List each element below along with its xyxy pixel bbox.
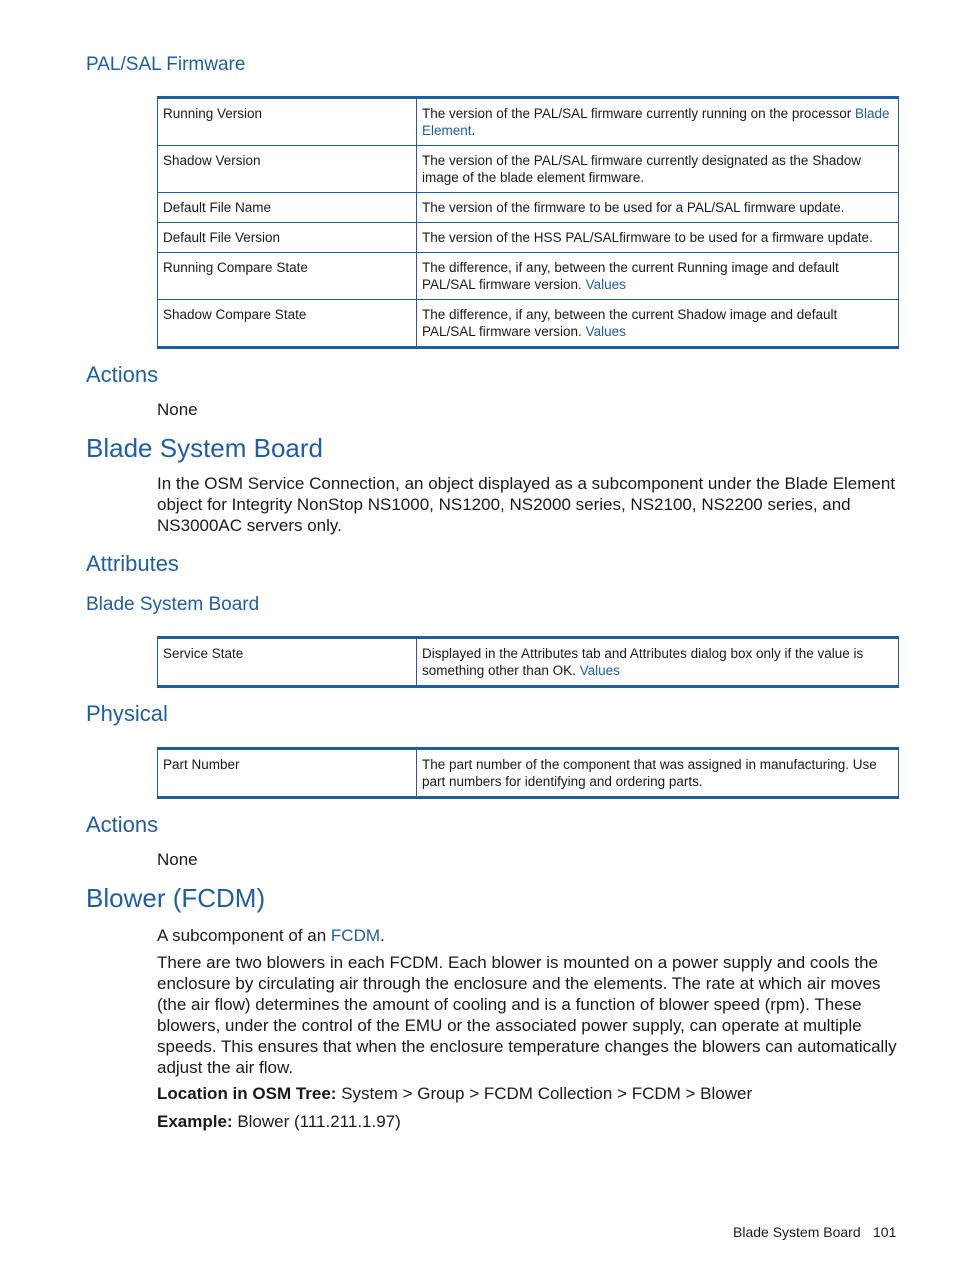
actions-none-text: None	[157, 850, 198, 869]
attr-name: Running Compare State	[158, 253, 417, 300]
blade-element-link[interactable]: Blade Element	[422, 106, 890, 138]
example-value: Blower (111.211.1.97)	[232, 1112, 401, 1131]
table-row	[158, 749, 899, 798]
example-label: Example:	[157, 1112, 233, 1131]
fcdm-link[interactable]: FCDM	[330, 926, 381, 945]
footer-section-title: Blade System Board	[733, 1224, 861, 1240]
example-line	[157, 1111, 401, 1132]
blade-system-board-intro: In the OSM Service Connection, an object displayed as a subcomponent under the Blade Element object for Integrity NonStop NS1000, NS1200, NS2000 series, NS2100, NS2200 series, and NS3000AC servers only.	[157, 474, 896, 535]
location-label: Location in OSM Tree:	[157, 1084, 337, 1103]
physical-heading: Physical	[86, 701, 168, 726]
table-row	[158, 193, 899, 223]
actions-heading: Actions	[86, 362, 159, 387]
blade-system-board-table	[157, 636, 899, 688]
blade-system-board-subheading: Blade System Board	[86, 594, 260, 615]
pal-sal-heading: PAL/SAL Firmware	[86, 54, 246, 75]
blower-description: There are two blowers in each FCDM. Each blower is mounted on a power supply and cools the enclosure by circulating air through the enclosure and the elements. The rate at which air moves (the air flow) determines the amount of cooling and is a function of blower speed (rpm). These blowers, under the control of the EMU or the associated power supply, can operate at multiple speeds. This ensures that when the enclosure temperature changes the blowers can automatically adjust the air flow.	[157, 953, 897, 1077]
attr-name: Shadow Compare State	[158, 300, 417, 348]
attr-desc: The version of the HSS PAL/SALfirmware to be used for a firmware update.	[417, 223, 899, 253]
attr-desc: Displayed in the Attributes tab and Attributes dialog box only if the value is something other than OK. Values	[417, 638, 899, 687]
table-row	[158, 300, 899, 348]
table-row	[158, 638, 899, 687]
footer-page-number: 101	[873, 1224, 897, 1240]
location-value: System > Group > FCDM Collection > FCDM > Blower	[336, 1084, 753, 1103]
blade-system-board-title: Blade System Board	[86, 433, 324, 463]
values-link[interactable]: Values	[585, 324, 626, 339]
values-link[interactable]: Values	[579, 663, 620, 678]
physical-table	[157, 747, 899, 799]
attr-name: Running Version	[158, 98, 417, 146]
table-row	[158, 223, 899, 253]
location-in-tree	[157, 1083, 752, 1104]
table-row	[158, 253, 899, 300]
attr-name: Default File Name	[158, 193, 417, 223]
attr-desc: The difference, if any, between the current Shadow image and default PAL/SAL firmware version. Values	[417, 300, 899, 348]
attr-name: Part Number	[158, 749, 417, 798]
attr-desc: The part number of the component that was assigned in manufacturing. Use part numbers for identifying and ordering parts.	[417, 749, 899, 798]
values-link[interactable]: Values	[585, 277, 626, 292]
blower-subcomponent-text: A subcomponent of an FCDM.	[157, 926, 385, 945]
attr-desc: The version of the PAL/SAL firmware currently running on the processor Blade Element.	[417, 98, 899, 146]
attributes-heading: Attributes	[86, 551, 179, 576]
pal-sal-table	[157, 96, 899, 349]
blower-fcdm-title: Blower (FCDM)	[86, 883, 266, 913]
attr-name: Default File Version	[158, 223, 417, 253]
attr-name: Service State	[158, 638, 417, 687]
table-row	[158, 98, 899, 146]
table-row	[158, 146, 899, 193]
attr-desc: The version of the firmware to be used for a PAL/SAL firmware update.	[417, 193, 899, 223]
actions-heading: Actions	[86, 812, 159, 837]
attr-desc: The difference, if any, between the current Running image and default PAL/SAL firmware version. Values	[417, 253, 899, 300]
actions-none-text: None	[157, 400, 198, 419]
attr-name: Shadow Version	[158, 146, 417, 193]
attr-desc: The version of the PAL/SAL firmware currently designated as the Shadow image of the blade element firmware.	[417, 146, 899, 193]
